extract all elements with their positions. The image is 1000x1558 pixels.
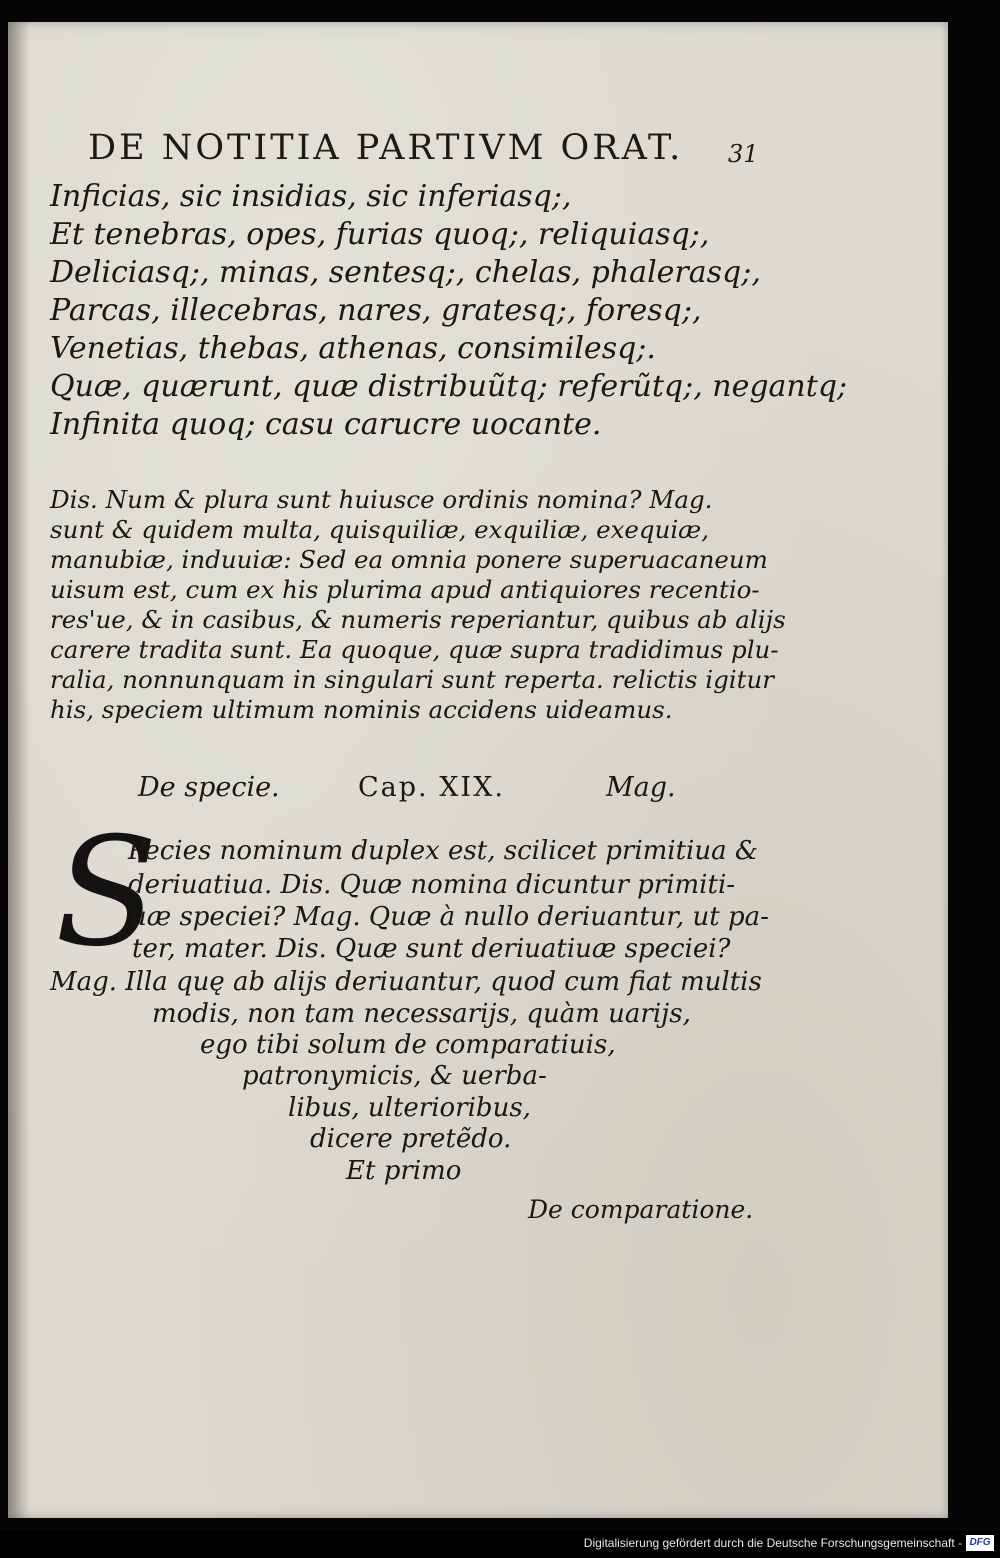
verse-line: Venetias, thebas, athenas, consimilesq;. (50, 331, 656, 366)
species-line: uæ speciei? Mag. Quæ à nullo deriuantur, ut pa- (130, 902, 769, 932)
species-line: Et primo (346, 1156, 462, 1186)
dialogue-paragraph (50, 485, 786, 725)
running-title: DE NOTITIA PARTIVM ORAT. (88, 128, 684, 168)
chapter-subject: De specie. (138, 772, 280, 803)
species-line: patronymicis, & uerba- (242, 1061, 547, 1091)
verse-line: Deliciasq;, minas, sentesq;, chelas, phalerasq;, (50, 255, 761, 290)
species-line: Pecies nominum duplex est, scilicet primitiua & (128, 836, 759, 866)
chapter-speaker: Mag. (606, 772, 676, 803)
verse-line: Et tenebras, opes, furias quoq;, reliquiasq;, (50, 217, 710, 252)
verse-line: Quæ, quærunt, quæ distribuũtq; referũtq;, negantq; (50, 369, 848, 404)
species-line: Mag. Illa quę ab alijs deriuantur, quod cum fiat multis (50, 967, 762, 997)
prose-line: uisum est, cum ex his plurima apud antiquiores recentio- (50, 575, 760, 604)
dfg-logo-icon: DFG (966, 1535, 994, 1551)
species-line: modis, non tam necessarijs, quàm uarijs, (152, 999, 691, 1029)
funding-credit: Digitalisierung gefördert durch die Deutsche Forschungsgemeinschaft - (583, 1536, 962, 1550)
drop-cap-initial: S (55, 806, 158, 980)
prose-line: carere tradita sunt. Ea quoque, quæ supra tradidimus plu- (50, 635, 779, 664)
page-number: 31 (728, 140, 759, 168)
prose-line: manubiæ, induuiæ: Sed ea omnia ponere superuacaneum (50, 545, 768, 574)
prose-line: his, speciem ultimum nominis accidens uideamus. (50, 695, 673, 724)
species-line: ego tibi solum de comparatiuis, (200, 1030, 616, 1060)
prose-line: Dis. Num & plura sunt huiusce ordinis nomina? Mag. (50, 485, 713, 514)
catchword-heading: De comparatione. (528, 1195, 754, 1224)
verse-line: Parcas, illecebras, nares, gratesq;, foresq;, (50, 293, 702, 328)
prose-line: res'ue, & in casibus, & numeris reperiantur, quibus ab alijs (50, 605, 786, 634)
prose-line: ralia, nonnunquam in singulari sunt reperta. relictis igitur (50, 665, 774, 694)
page-gutter-shadow (8, 22, 30, 1518)
verse-block (50, 178, 847, 444)
species-line: ter, mater. Dis. Quæ sunt deriuatiuæ speciei? (132, 934, 731, 964)
species-line: dicere pretẽdo. (310, 1124, 512, 1154)
footer-bar (0, 1530, 1000, 1558)
species-line: deriuatiua. Dis. Quæ nomina dicuntur primiti- (128, 870, 736, 900)
verse-line: Inficias, sic insidias, sic inferiasq;, (50, 179, 572, 214)
prose-line: sunt & quidem multa, quisquiliæ, exquiliæ, exequiæ, (50, 515, 709, 544)
chapter-number: Cap. XIX. (358, 772, 505, 803)
species-line: libus, ulterioribus, (288, 1093, 531, 1123)
verse-line: Infinita quoq; casu carucre uocante. (50, 407, 602, 442)
